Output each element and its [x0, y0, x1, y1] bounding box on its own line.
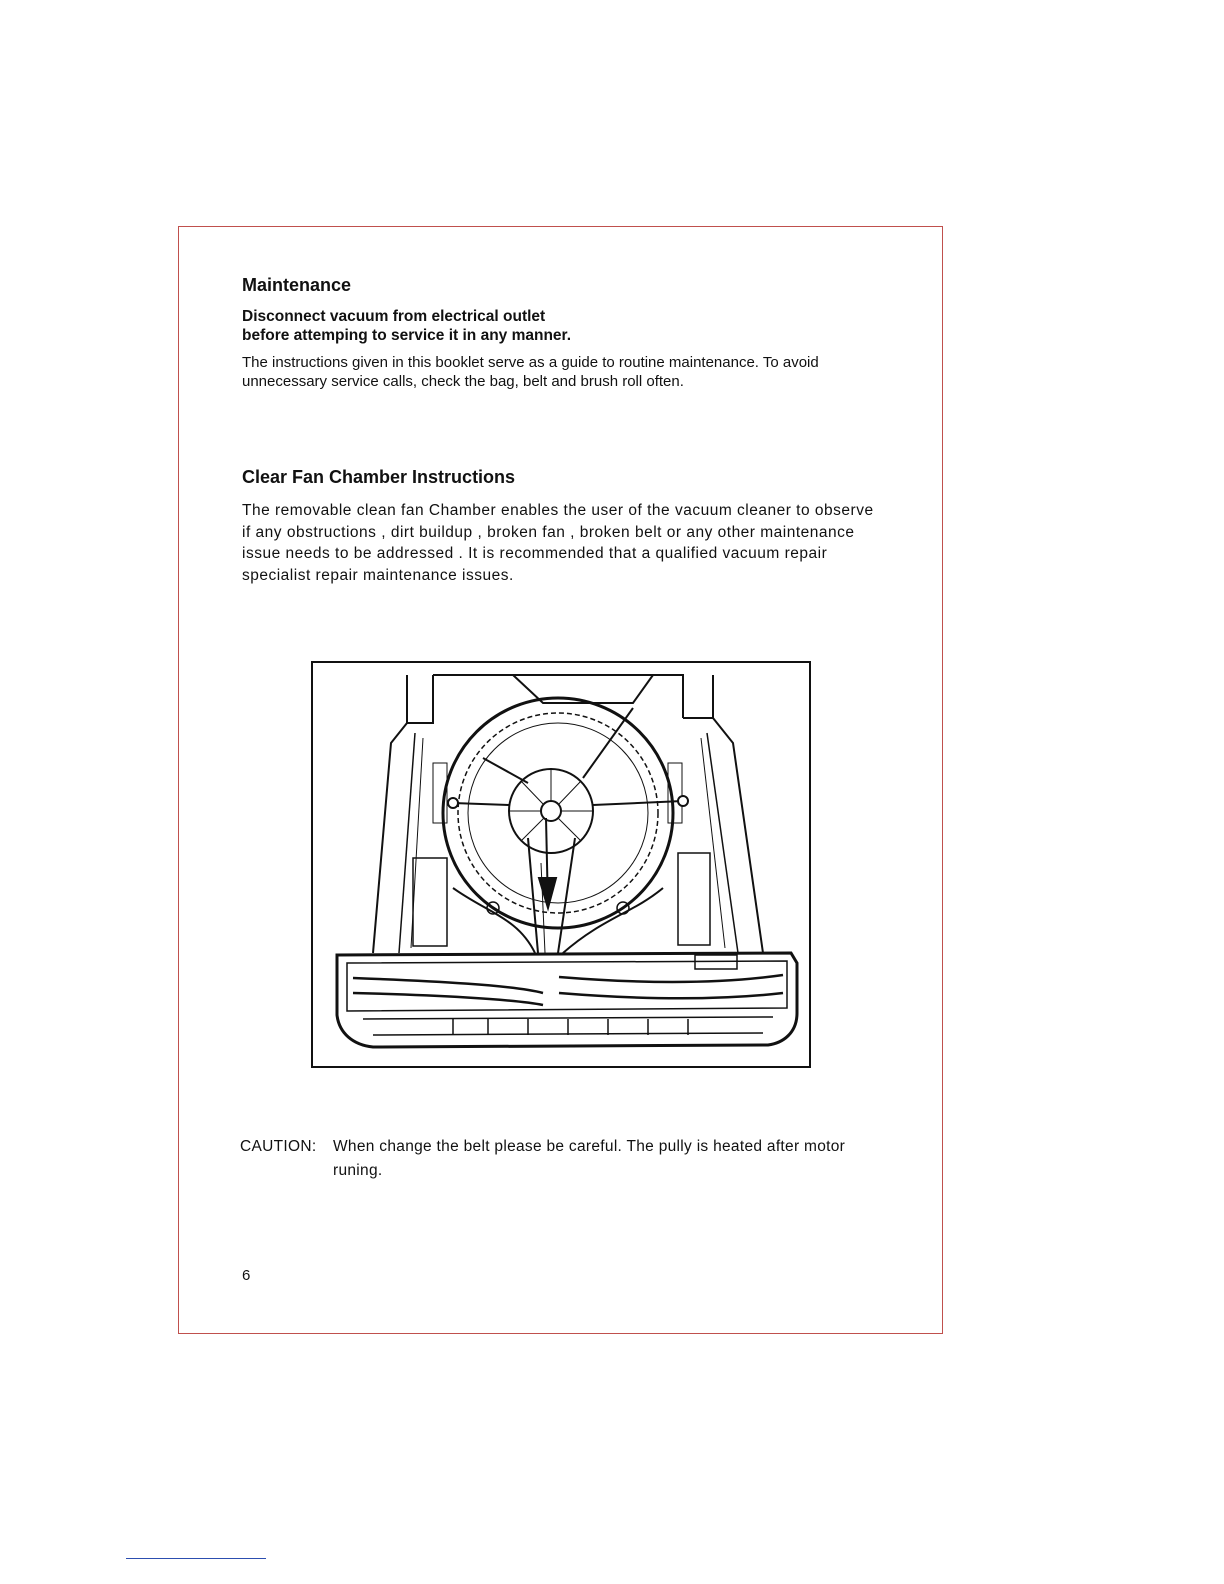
caution-line-2: runing. — [333, 1162, 383, 1179]
fan-chamber-illustration — [311, 661, 811, 1068]
maintenance-title: Maintenance — [242, 275, 352, 295]
caution-line-1: When change the belt please be careful. The pully is heated after motor — [333, 1138, 846, 1155]
caution-note — [240, 1135, 900, 1183]
footer-rule — [126, 1558, 266, 1559]
disconnect-warning — [242, 307, 571, 345]
maintenance-intro: The instructions given in this booklet serve as a guide to routine maintenance. To avoid unnecessary service calls, check the bag, belt and brush roll often. — [242, 354, 819, 390]
warning-line-1: Disconnect vacuum from electrical outlet — [242, 308, 546, 325]
page-number: 6 — [242, 1267, 251, 1284]
fan-chamber-body: The removable clean fan Chamber enables the user of the vacuum cleaner to observe if any obstructions , dirt buildup , broken fan , broken belt or any other maintenance issue needs to be addressed . It is recommended that a qualified vacuum repair specialist repair maintenance issues. — [242, 502, 874, 584]
caution-label: CAUTION: — [240, 1138, 317, 1155]
fan-chamber-title: Clear Fan Chamber Instructions — [242, 467, 516, 487]
warning-line-2: before attemping to service it in any manner. — [242, 327, 572, 344]
